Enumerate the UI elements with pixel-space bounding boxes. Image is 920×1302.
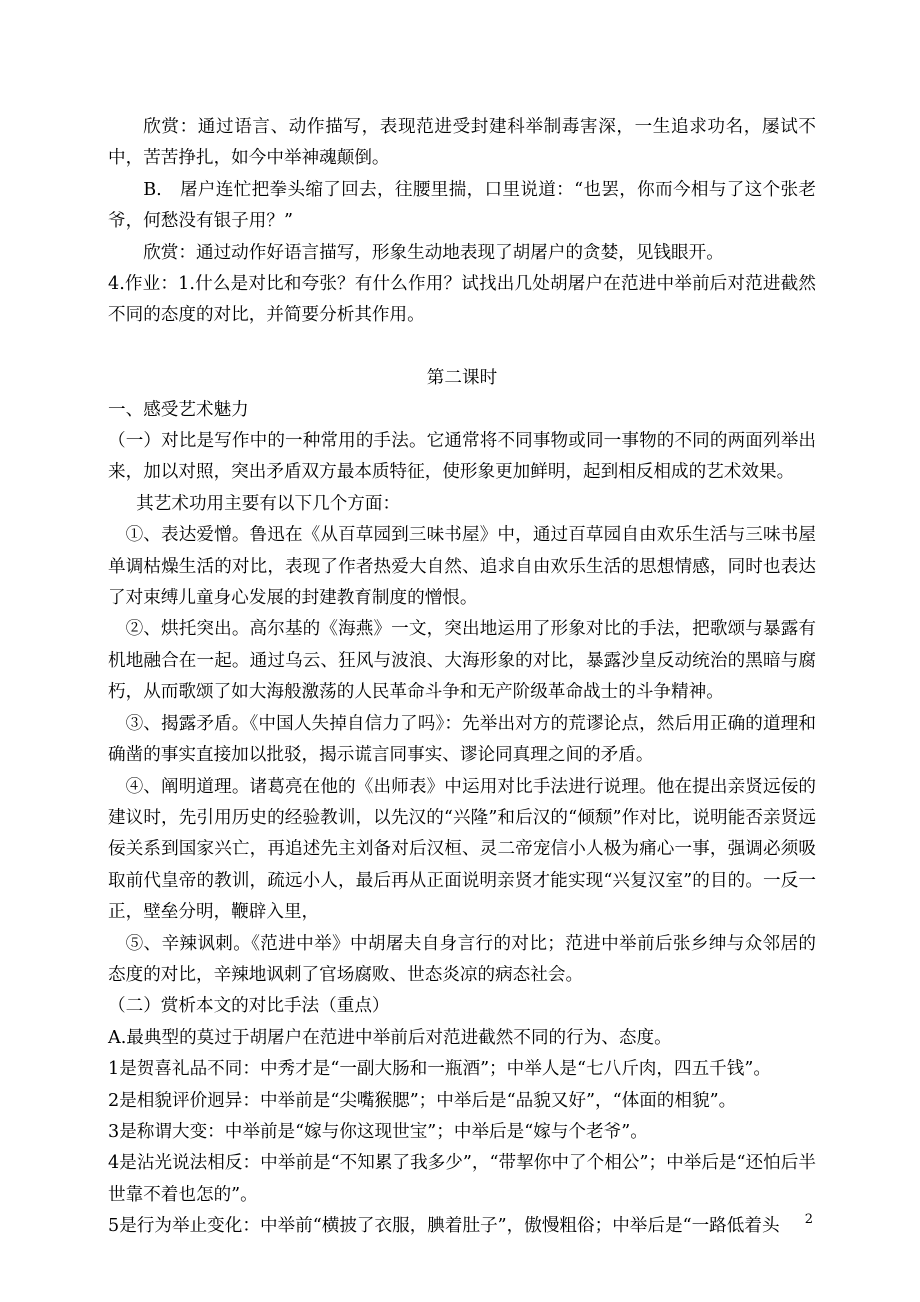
part2-a: A.最典型的莫过于胡屠户在范进中举前后对范进截然不同的行为、态度。: [108, 1027, 672, 1048]
list-item: 2是相貌评价迥异：中举前是“尖嘴猴腮”；中举后是“品貌又好”，“体面的相貌”。: [108, 1090, 737, 1111]
function-item: ②、烘托突出。高尔基的《海燕》一文，突出地运用了形象对比的手法，把歌颂与暴露有机地融合在一起。通过乌云、狂风与波浪、大海形象的对比，暴露沙皇反动统治的黑暗与腐朽，从而歌颂了如大海般激荡的人民革命斗争和无产阶级革命战士的斗争精神。: [108, 619, 816, 703]
blank-line: [108, 332, 816, 363]
paragraph-item-b: B. 屠户连忙把拳头缩了回去，往腰里揣，口里说道：“也罢，你而今相与了这个张老爷，何愁没有银子用？”: [108, 179, 816, 232]
section-title: 第二课时: [426, 368, 498, 389]
function-item: ④、阐明道理。诸葛亮在他的《出师表》中运用对比手法进行说理。他在提出亲贤远佞的建议时，先引用历史的经验教训，以先汉的“兴隆”和后汉的“倾颓”作对比，说明能否亲贤远佞关系到国家兴亡，再追述先主刘备对后汉桓、灵二帝宠信小人极为痛心一事，强调必须吸取前代皇帝的教训，疏远小人，最后再从正面说明亲贤才能实现“兴复汉室”的目的。一反一正，壁垒分明，鞭辟入里，: [108, 776, 816, 923]
section-heading: 一、感受艺术魅力: [108, 399, 249, 420]
function-item: ①、表达爱憎。鲁迅在《从百草园到三味书屋》中，通过百草园自由欢乐生活与三味书屋单调枯燥生活的对比，表现了作者热爱大自然、追求自由欢乐生活的思想情感，同时也表达了对束缚儿童身心发展的封建教育制度的憎恨。: [108, 525, 816, 609]
paragraph-homework: 4.作业：1.什么是对比和夸张？有什么作用？试找出几处胡屠户在范进中举前后对范进截然不同的态度的对比，并简要分析其作用。: [108, 274, 816, 326]
list-item: 5是行为举止变化：中举前“横披了衣服，腆着肚子”，傲慢粗俗；中举后是“一路低着头: [108, 1216, 780, 1237]
paragraph-appreciation-2: 欣赏：通过动作好语言描写，形象生动地表现了胡屠户的贪婪，见钱眼开。: [143, 242, 724, 263]
function-item: ⑤、辛辣讽刺。《范进中举》中胡屠夫自身言行的对比；范进中举前后张乡绅与众邻居的态度的对比，辛辣地讽刺了官场腐败、世态炎凉的病态社会。: [108, 933, 816, 985]
paragraph-appreciation-1: 欣赏：通过语言、动作描写，表现范进受封建科举制毒害深，一生追求功名，屡试不中，苦苦挣扎，如今中举神魂颠倒。: [108, 117, 816, 169]
page-number: 2: [804, 1212, 813, 1227]
part1-intro: （一）对比是写作中的一种常用的手法。它通常将不同事物或同一事物的不同的两面列举出来，加以对照，突出矛盾双方最本质特征，使形象更加鲜明，起到相反相成的艺术效果。: [108, 431, 816, 483]
function-item: ③、揭露矛盾。《中国人失掉自信力了吗》：先举出对方的荒谬论点，然后用正确的道理和确凿的事实直接加以批驳，揭示谎言同事实、谬论同真理之间的矛盾。: [108, 713, 816, 766]
part1-lead: 其艺术功用主要有以下几个方面：: [136, 493, 401, 514]
document-body: [108, 112, 816, 1243]
part2-heading: （二）赏析本文的对比手法（重点）: [108, 996, 390, 1017]
list-item: 3是称谓大变：中举前是“嫁与你这现世宝”；中举后是“嫁与个老爷”。: [108, 1121, 648, 1142]
list-item: 1是贺喜礼品不同：中秀才是“一副大肠和一瓶酒”；中举人是“七八斤肉，四五千钱”。: [108, 1059, 771, 1080]
list-item: 4是沾光说法相反：中举前是“不知累了我多少”，“带挈你中了个相公”；中举后是“还怕后半世靠不着也怎的”。: [108, 1153, 816, 1205]
